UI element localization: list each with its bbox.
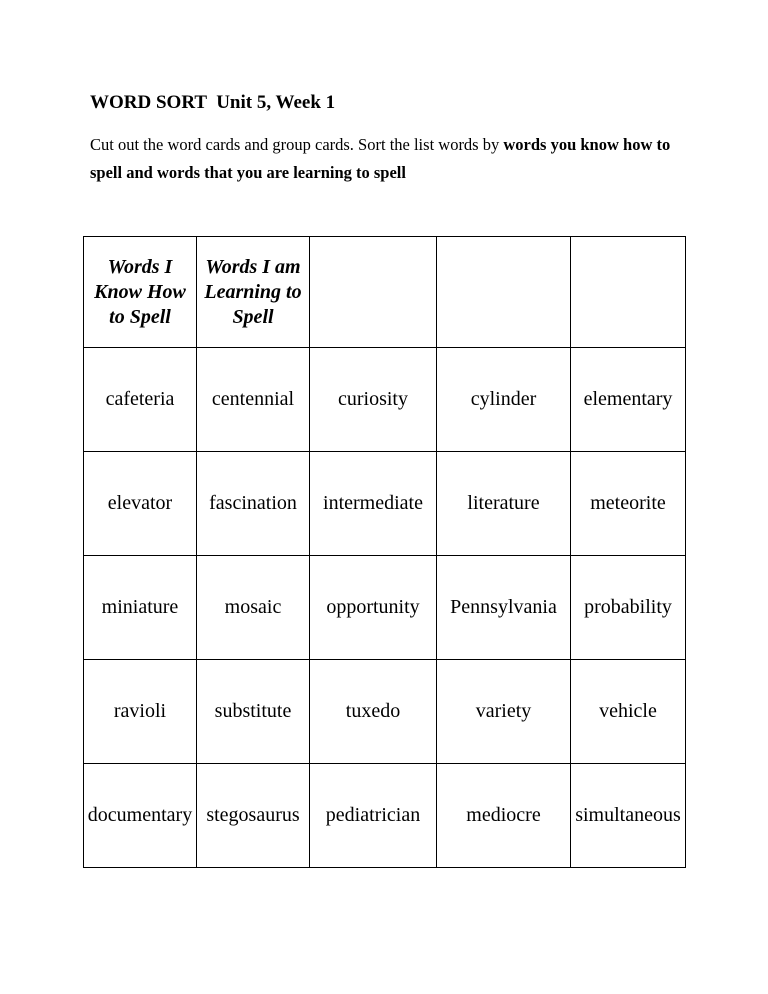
word-card[interactable]: literature [437, 452, 571, 556]
word-row [84, 660, 686, 764]
word-row [84, 556, 686, 660]
word-card[interactable]: curiosity [310, 348, 437, 452]
group-card-blank[interactable] [437, 237, 571, 348]
word-card[interactable]: opportunity [310, 556, 437, 660]
word-row [84, 348, 686, 452]
word-card[interactable]: substitute [197, 660, 310, 764]
word-card[interactable]: centennial [197, 348, 310, 452]
word-card[interactable]: fascination [197, 452, 310, 556]
word-card[interactable]: probability [571, 556, 686, 660]
word-card[interactable]: elevator [84, 452, 197, 556]
word-card[interactable]: mosaic [197, 556, 310, 660]
word-card[interactable]: documentary [84, 764, 197, 868]
word-sort-table [83, 236, 686, 868]
instructions [90, 131, 690, 187]
word-card[interactable]: Pennsylvania [437, 556, 571, 660]
word-row [84, 452, 686, 556]
instructions-text: Cut out the word cards and group cards. Sort the list words by [90, 135, 504, 154]
word-card[interactable]: meteorite [571, 452, 686, 556]
group-card-know[interactable]: Words I Know How to Spell [84, 237, 197, 348]
word-card[interactable]: variety [437, 660, 571, 764]
word-card[interactable]: stegosaurus [197, 764, 310, 868]
group-card-learning[interactable]: Words I am Learning to Spell [197, 237, 310, 348]
word-card[interactable]: pediatrician [310, 764, 437, 868]
page-title: WORD SORT Unit 5, Week 1 [90, 92, 336, 113]
word-row [84, 764, 686, 868]
word-card[interactable]: vehicle [571, 660, 686, 764]
word-card[interactable]: simultaneous [571, 764, 686, 868]
word-card[interactable]: ravioli [84, 660, 197, 764]
word-card[interactable]: cylinder [437, 348, 571, 452]
word-card[interactable]: tuxedo [310, 660, 437, 764]
group-card-row [84, 237, 686, 348]
group-card-blank[interactable] [571, 237, 686, 348]
word-card[interactable]: miniature [84, 556, 197, 660]
word-card[interactable]: intermediate [310, 452, 437, 556]
group-card-blank[interactable] [310, 237, 437, 348]
word-card[interactable]: mediocre [437, 764, 571, 868]
word-card[interactable]: cafeteria [84, 348, 197, 452]
word-card[interactable]: elementary [571, 348, 686, 452]
instructions-emphasis: words you know how to spell and words that you are learning to spell [90, 135, 671, 182]
